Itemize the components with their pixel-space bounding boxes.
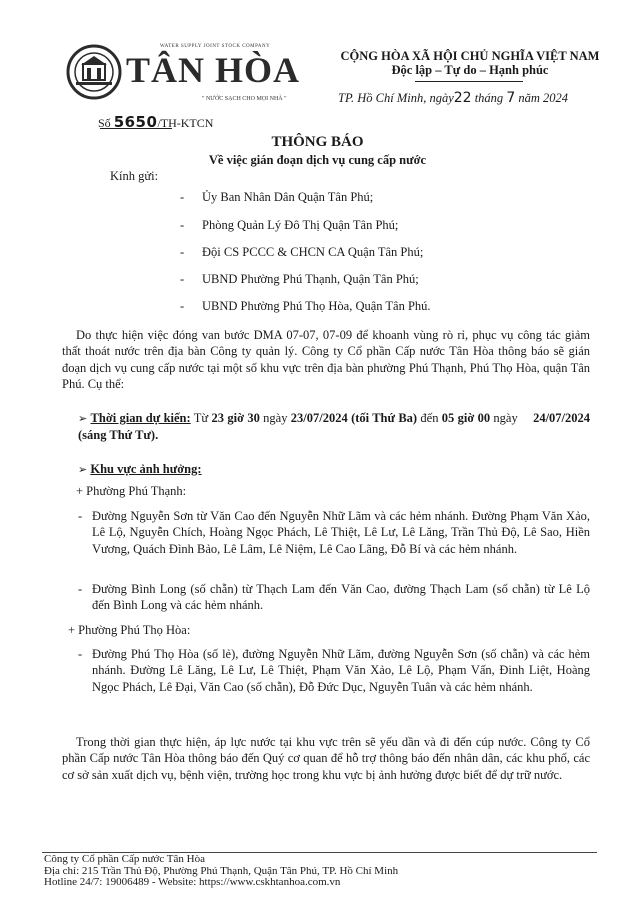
national-motto: Độc lập – Tự do – Hạnh phúc xyxy=(391,63,549,77)
ward-name: + Phường Phú Thọ Hòa: xyxy=(68,623,191,637)
date-day: 22 xyxy=(453,90,472,106)
street-list-text: Đường Bình Long (số chẵn) từ Thạch Lam đến Văn Cao, đường Thạch Lam (số chẵn) từ Lê Lộ đến Bình Long và các hẻm nhánh. xyxy=(92,582,590,613)
recipient-item: - UBND Phường Phú Thạnh, Quận Tân Phú; xyxy=(180,272,419,286)
area-label: Khu vực ảnh hưởng: xyxy=(90,462,202,476)
street-list-text: Đường Phú Thọ Hòa (số lẻ), đường Nguyễn Nhữ Lãm, đường Nguyễn Sơn (số chẵn) và các hẻm nhánh. Đường Lê Lăng, Lê Lư, Lê Thiệt, Phạm Văn Xảo, Lê Lộ, Phạm Vấn, Đinh Liệt, Hoàng Ngọc Phách, Lê Đại, Văn Cao (số chẵn), Đỗ Đức Dục, Nguyễn Tuân và các hẻm nhánh. xyxy=(92,647,590,694)
ward-name: + Phường Phú Thạnh: xyxy=(76,484,187,498)
document-title: THÔNG BÁO xyxy=(271,134,364,150)
document-subtitle: Về việc gián đoạn dịch vụ cung cấp nước xyxy=(208,153,427,167)
time-section xyxy=(78,410,590,444)
street-list-item: - Đường Bình Long (số chẵn) từ Thạch Lam đến Văn Cao, đường Thạch Lam (số chẵn) từ Lê Lộ đến Bình Long và các hẻm nhánh. xyxy=(78,582,590,613)
footer-company: Công ty Cổ phần Cấp nước Tân Hòa xyxy=(44,853,205,865)
time-to-word: đến xyxy=(420,411,439,425)
greeting: Kính gửi: xyxy=(110,169,159,183)
doc-number-prefix: Số xyxy=(98,116,111,130)
logo-slogan: " NƯỚC SẠCH CHO MỌI NHÀ " xyxy=(202,96,287,102)
arrow-bullet-icon: ➢ xyxy=(78,412,88,425)
motto-underline xyxy=(415,81,523,82)
time-end-date: 24/07/2024 (sáng Thứ Tư). xyxy=(78,411,591,443)
logo-company-tagline: WATER SUPPLY JOINT STOCK COMPANY xyxy=(160,44,271,49)
recipient-text: Phòng Quản Lý Đô Thị Quận Tân Phú; xyxy=(202,218,399,232)
intro-paragraph: Do thực hiện việc đóng van bước DMA 07-07, 07-09 để khoanh vùng rò rỉ, phục vụ công tác giảm thất thoát nước trên địa bàn Công ty quản lý. Công ty Cổ phần Cấp nước Tân Hòa thông báo sẽ gián đoạn dịch vụ cung cấp nước tại một số khu vực trên địa bàn phường Phú Thạnh, Phú Thọ Hòa, quận Tân Phú. Cụ thể: xyxy=(62,328,590,392)
recipient-item: - Đội CS PCCC & CHCN CA Quận Tân Phú; xyxy=(180,245,424,259)
street-list-item: - Đường Phú Thọ Hòa (số lẻ), đường Nguyễn Nhữ Lãm, đường Nguyễn Sơn (số chẵn) và các hẻm nhánh. Đường Lê Lăng, Lê Lư, Lê Thiệt, Phạm Văn Xảo, Lê Lộ, Phạm Vấn, Đinh Liệt, Hoàng Ngọc Phách, Lê Đại, Văn Cao (số chẵn), Đỗ Đức Dục, Nguyễn Tuân và các hẻm nhánh. xyxy=(78,647,590,694)
recipient-item: - Phòng Quản Lý Đô Thị Quận Tân Phú; xyxy=(180,218,399,232)
recipient-text: Đội CS PCCC & CHCN CA Quận Tân Phú; xyxy=(202,245,424,259)
company-seal-icon xyxy=(66,44,122,100)
doc-number-underline xyxy=(100,128,172,129)
time-start: 23 giờ 30 xyxy=(211,411,260,425)
time-label: Thời gian dự kiến: xyxy=(90,411,191,425)
time-day-word: ngày xyxy=(263,411,288,425)
date-prefix: TP. Hồ Chí Minh, ngày xyxy=(338,91,454,105)
date-month: 7 xyxy=(506,90,516,106)
doc-number-value: 5650 xyxy=(113,113,158,131)
nation-title: CỘNG HÒA XÃ HỘI CHỦ NGHĨA VIỆT NAM xyxy=(340,49,600,63)
logo-brand-name: TÂN HÒA xyxy=(126,50,301,90)
time-day-word2: ngày xyxy=(493,411,518,425)
recipient-text: UBND Phường Phú Thạnh, Quận Tân Phú; xyxy=(202,272,419,286)
recipient-item: - Ủy Ban Nhân Dân Quận Tân Phú; xyxy=(180,190,374,204)
street-list-text: Đường Nguyễn Sơn từ Văn Cao đến Nguyễn Nhữ Lãm và các hẻm nhánh. Đường Phạm Văn Xảo, Lê Lộ, Nguyễn Chích, Hoàng Ngọc Phách, Lê Thiệt, Lê Lư, Lê Lăng, Trần Thủ Độ, Lê Sao, Hiền Vương, Quách Đình Bảo, Lê Lâm, Lê Niệm, Lê Cao Lãng, Đỗ Bí và các hẻm nhánh. xyxy=(92,509,590,556)
street-list-item: - Đường Nguyễn Sơn từ Văn Cao đến Nguyễn Nhữ Lãm và các hẻm nhánh. Đường Phạm Văn Xảo, Lê Lộ, Nguyễn Chích, Hoàng Ngọc Phách, Lê Thiệt, Lê Lư, Lê Lăng, Trần Thủ Độ, Lê Sao, Hiền Vương, Quách Đình Bảo, Lê Lâm, Lê Niệm, Lê Cao Lãng, Đỗ Bí và các hẻm nhánh. xyxy=(78,509,590,556)
time-end: 05 giờ 00 xyxy=(441,411,491,425)
time-start-date: 23/07/2024 (tối Thứ Ba) xyxy=(290,411,418,425)
date-month-label: tháng xyxy=(474,91,504,105)
recipient-text: Ủy Ban Nhân Dân Quận Tân Phú; xyxy=(202,190,374,204)
issue-date xyxy=(338,90,568,106)
closing-paragraph: Trong thời gian thực hiện, áp lực nước tại khu vực trên sẽ yếu dần và đi đến cúp nước. Công ty Cổ phần Cấp nước Tân Hòa thông báo đến Quý cơ quan để hỗ trợ thông báo đến nhân dân, các khu phố, các cơ sở sản xuất dịch vụ, bệnh viện, trường học trong khu vực bị ảnh hưởng được biết để dự trữ nước. xyxy=(62,735,590,782)
arrow-bullet-icon: ➢ xyxy=(78,463,88,476)
area-section xyxy=(78,461,590,478)
date-year: năm 2024 xyxy=(518,91,569,105)
doc-number-suffix: /TH-KTCN xyxy=(157,116,214,130)
company-logo xyxy=(62,42,322,112)
time-from-word: Từ xyxy=(193,411,209,425)
recipient-item: - UBND Phường Phú Thọ Hòa, Quận Tân Phú. xyxy=(180,299,431,313)
footer xyxy=(44,854,398,889)
footer-contact: Hotline 24/7: 19006489 - Website: https://www.cskhtanhoa.com.vn xyxy=(44,876,341,888)
footer-address: Địa chỉ: 215 Trần Thủ Độ, Phường Phú Thạnh, Quận Tân Phú, TP. Hồ Chí Minh xyxy=(44,864,399,877)
recipient-text: UBND Phường Phú Thọ Hòa, Quận Tân Phú. xyxy=(202,299,431,313)
